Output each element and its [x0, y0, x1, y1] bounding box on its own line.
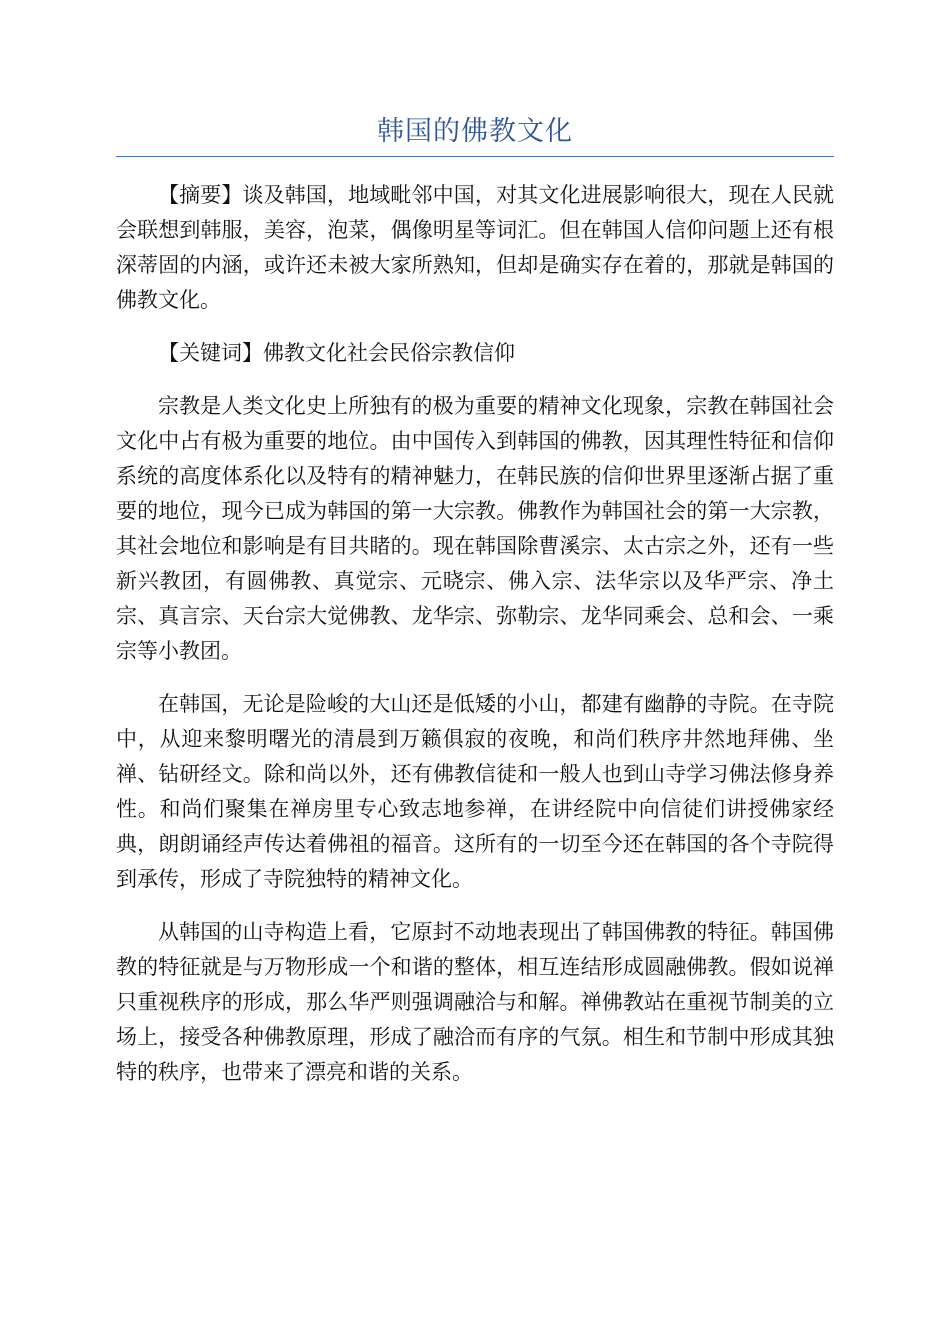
body-paragraph-2: 在韩国，无论是险峻的大山还是低矮的小山，都建有幽静的寺院。在寺院中，从迎来黎明曙光的清晨到万籁俱寂的夜晚，和尚们秩序井然地拜佛、坐禅、钻研经文。除和尚以外，还有佛教信徒和一般人也到山寺学习佛法修身养性。和尚们聚集在禅房里专心致志地参禅，在讲经院中向信徒们讲授佛家经典，朗朗诵经声传达着佛祖的福音。这所有的一切至今还在韩国的各个寺院得到承传，形成了寺院独特的精神文化。 [116, 692, 834, 891]
abstract-paragraph: 【摘要】谈及韩国，地域毗邻中国，对其文化进展影响很大，现在人民就会联想到韩服，美容，泡菜，偶像明星等词汇。但在韩国人信仰问题上还有根深蒂固的内涵，或许还未被大家所熟知，但却是确实存在着的，那就是韩国的佛教文化。 [116, 183, 834, 312]
body-paragraph-1: 宗教是人类文化史上所独有的极为重要的精神文化现象，宗教在韩国社会文化中占有极为重要的地位。由中国传入到韩国的佛教，因其理性特征和信仰系统的高度体系化以及特有的精神魅力，在韩民族的信仰世界里逐渐占据了重要的地位，现今已成为韩国的第一大宗教。佛教作为韩国社会的第一大宗教，其社会地位和影响是有目共睹的。现在韩国除曹溪宗、太古宗之外，还有一些新兴教团，有圆佛教、真觉宗、元晓宗、佛入宗、法华宗以及华严宗、净土宗、真言宗、天台宗大觉佛教、龙华宗、弥勒宗、龙华同乘会、总和会、一乘宗等小教团。 [116, 394, 834, 663]
title-block [116, 112, 834, 157]
document-body [116, 178, 834, 1108]
title-underline [116, 156, 834, 157]
body-paragraph-3: 从韩国的山寺构造上看，它原封不动地表现出了韩国佛教的特征。韩国佛教的特征就是与万物形成一个和谐的整体，相互连结形成圆融佛教。假如说禅只重视秩序的形成，那么华严则强调融洽与和解。禅佛教站在重视节制美的立场上，接受各种佛教原理，形成了融洽而有序的气氛。相生和节制中形成其独特的秩序，也带来了漂亮和谐的关系。 [116, 920, 834, 1084]
keywords-paragraph: 【关键词】佛教文化社会民俗宗教信仰 [158, 341, 515, 365]
document-title: 韩国的佛教文化 [377, 116, 573, 147]
